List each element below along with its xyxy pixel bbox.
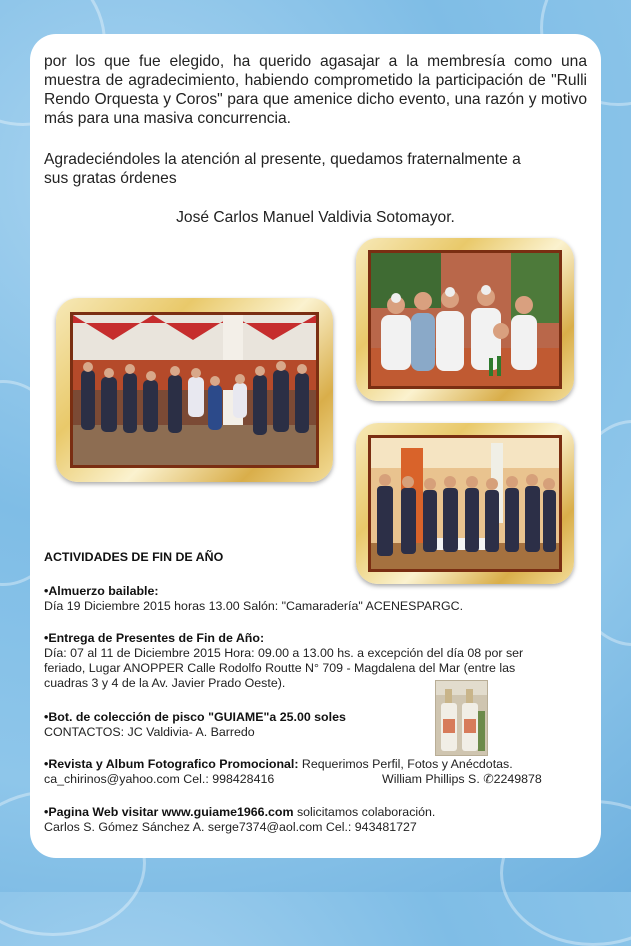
letter-paragraph-2 — [44, 150, 587, 188]
photo-frame-party — [56, 298, 333, 482]
magazine-request: Requerimos Perfil, Fotos y Anécdotas. — [298, 757, 513, 771]
pisco-contacts: CONTACTOS: JC Valdivia- A. Barredo — [44, 725, 255, 739]
signature: José Carlos Manuel Valdivia Sotomayor. — [176, 209, 455, 226]
letter-paragraph-1: por los que fue elegido, ha querido agasajar a la membresía como una muestra de agradecimiento, habiendo comprometido la participación de "Rulli Rendo Orquesta y Coros" para que amenice dicho evento, una razón y motivo más para una masiva concurrencia. — [44, 53, 587, 127]
gifts-line-2: feriado, Lugar ANOPPER Calle Rodolfo Routte N° 709 - Magdalena del Mar (entre las — [44, 661, 516, 675]
magazine-contact-right: William Phillips S. ✆2249878 — [382, 772, 542, 786]
web-heading[interactable]: •Pagina Web visitar www.guiame1966.com — [44, 805, 294, 819]
toast-photo — [368, 250, 562, 389]
web-contact: Carlos S. Gómez Sánchez A. serge7374@aol.com Cel.: 943481727 — [44, 820, 417, 834]
lunch-detail: Día 19 Diciembre 2015 horas 13.00 Salón: "Camaradería" ACENESPARGC. — [44, 599, 464, 613]
photo-frame-toast — [356, 238, 574, 401]
pisco-heading-text: •Bot. de colección de pisco "GUIAME"a 25.00 soles — [44, 710, 346, 724]
group-photo — [368, 435, 562, 572]
magazine-line-1 — [44, 757, 513, 772]
gifts-heading — [44, 631, 264, 646]
pisco-heading — [44, 710, 346, 725]
lunch-heading — [44, 584, 159, 599]
letter-paragraph-2-line-1: Agradeciéndoles la atención al presente, quedamos fraternalmente a — [44, 151, 521, 168]
gifts-heading-text: •Entrega de Presentes de Fin de Año: — [44, 631, 265, 645]
magazine-heading: •Revista y Album Fotografico Promocional: — [44, 757, 299, 771]
pisco-bottles-photo — [435, 680, 488, 756]
web-request: solicitamos colaboración. — [293, 805, 436, 819]
lunch-heading-text: •Almuerzo bailable: — [44, 584, 159, 598]
activities-title: ACTIVIDADES DE FIN DE AÑO — [44, 550, 224, 564]
gifts-line-3: cuadras 3 y 4 de la Av. Javier Prado Oeste). — [44, 676, 286, 690]
web-line-1 — [44, 805, 435, 820]
magazine-contact-left: ca_chirinos@yahoo.com Cel.: 998428416 — [44, 772, 275, 786]
photo-frame-group — [356, 423, 574, 584]
gifts-line-1: Día: 07 al 11 de Diciembre 2015 Hora: 09.00 a 13.00 hs. a excepción del día 08 por ser — [44, 646, 524, 660]
party-photo — [70, 312, 319, 468]
letter-paragraph-2-line-2: sus gratas órdenes — [44, 170, 177, 187]
